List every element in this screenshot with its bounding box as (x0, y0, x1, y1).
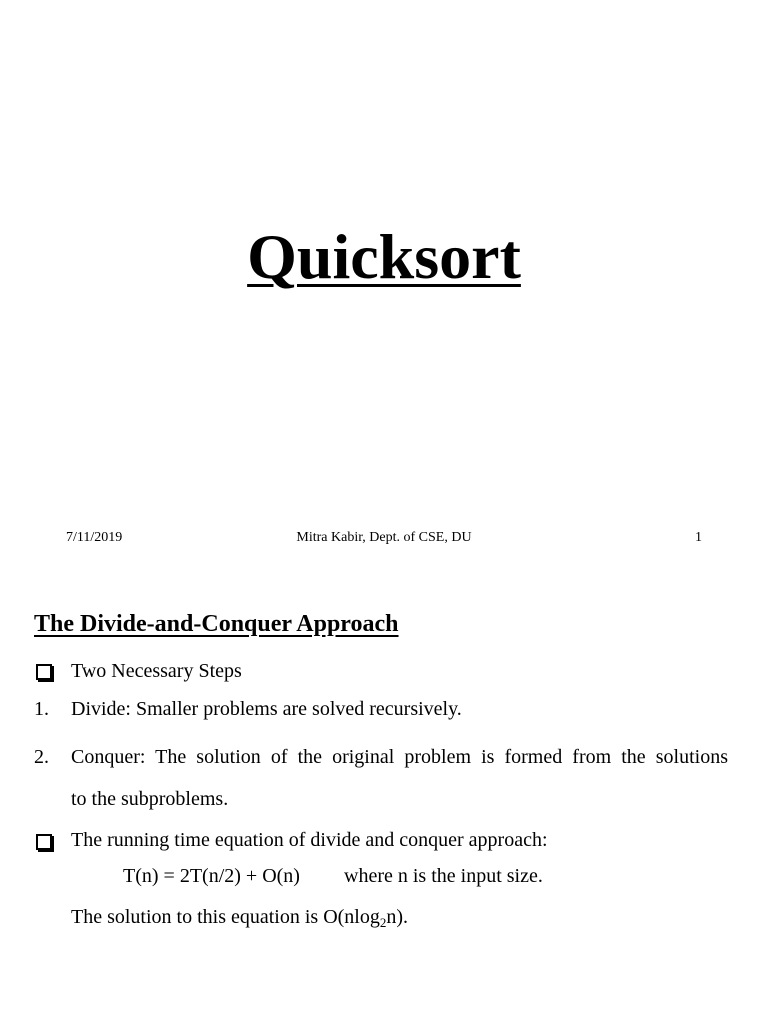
solution-prefix: The solution to this equation is O(nlog (71, 906, 380, 928)
footer-author: Mitra Kabir, Dept. of CSE, DU (296, 530, 472, 545)
slide-2 (0, 570, 768, 1024)
step-1-text: Divide: Smaller problems are solved recursively. (71, 698, 462, 720)
section-heading: The Divide-and-Conquer Approach (34, 611, 399, 637)
solution-suffix: n). (386, 906, 409, 928)
equation-note: where n is the input size. (344, 865, 543, 887)
solution-line (71, 904, 408, 930)
slide-title: Quicksort (247, 221, 521, 292)
step-2-number: 2. (34, 746, 49, 768)
checkbox-bullet-icon (36, 664, 52, 680)
checkbox-bullet-icon (36, 834, 52, 850)
footer-date: 7/11/2019 (66, 530, 123, 545)
bullet-running-time: The running time equation of divide and conquer approach: (71, 829, 548, 851)
step-2-text-line-1: Conquer: The solution of the original problem is formed from the solutions (71, 746, 728, 768)
solution-subscript: 2 (379, 915, 387, 930)
footer-page-number: 1 (695, 530, 702, 545)
step-1-number: 1. (34, 698, 49, 720)
equation: T(n) = 2T(n/2) + O(n) (123, 865, 300, 887)
step-2-text-line-2: to the subproblems. (71, 788, 229, 810)
bullet-two-steps: Two Necessary Steps (71, 660, 242, 682)
